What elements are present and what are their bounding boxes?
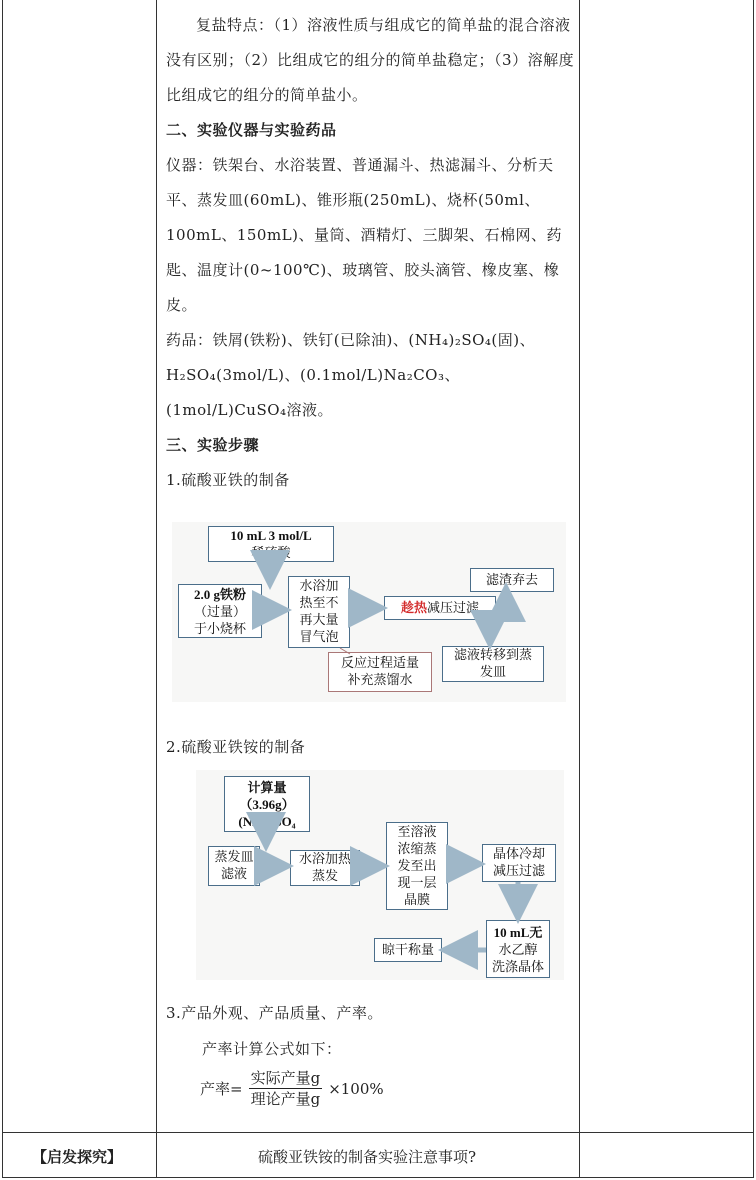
flowchart-ferrous-sulfate [172,522,566,702]
calc-line2: （3.96g） [239,796,295,812]
inquiry-question: 硫酸亚铁铵的制备实验注意事项? [257,1147,477,1166]
reagents-paragraph: 药品：铁屑(铁粉)、铁钉(已除油)、(NH₄)₂SO₄(固)、H₂SO₄(3mol/L)、(0.1mol/L)Na₂CO₃、(1mol/L)CuSO₄溶液。 [166,331,536,419]
calc-line1: 计算量 [247,779,287,795]
flowchart-ammonium-ferrous-sulfate [196,770,564,980]
residue-label: 滤渣弃去 [485,572,538,588]
dry-label: 晾干称量 [381,942,434,958]
filtrate-line2: 发皿 [479,665,506,680]
calc-line3: (NH₄)₂SO₄ [238,813,296,829]
flowchart-2-arrows [196,770,564,980]
table-border-left [2,0,3,1178]
formula-numerator: 实际产量g [250,1069,321,1087]
filter-label: 减压过滤 [427,600,480,616]
filtrate-line1: 滤液转移到蒸 [453,648,532,663]
table-divider-2 [579,0,580,1178]
table-divider-1 [156,0,157,1178]
bath-line1: 水浴加 [299,579,339,594]
note-line2: 补充蒸馏水 [347,673,413,688]
note-line1: 反应过程适量 [340,656,419,671]
section-heading-instruments: 二、实验仪器与实验药品 [166,121,337,139]
acid-line1: 10 mL 3 mol/L [230,528,312,543]
note-connector [340,648,350,654]
dish-line1: 蒸发皿 [214,850,254,865]
conc-line2: 浓缩蒸 [397,841,437,857]
formula-lhs: 产率= [200,1080,243,1098]
heat-line2: 蒸发 [311,869,338,884]
flowchart-1-arrows [172,522,566,702]
formula-denominator: 理论产量g [250,1090,321,1108]
bath-line3: 再大量 [299,613,339,628]
step-3-title: 3.产品外观、产品质量、产率。 [166,1004,383,1022]
cool-line2: 减压过滤 [492,864,545,879]
bath-line4: 冒气泡 [299,630,339,645]
section-heading-steps: 三、实验步骤 [166,436,260,454]
cool-line1: 晶体冷却 [492,847,545,862]
table-row-divider [2,1132,754,1133]
main-content [166,8,576,498]
heat-line1: 水浴加热 [298,852,351,867]
formula-intro: 产率计算公式如下： [202,1040,342,1058]
wash-line1: 10 mL无 [493,924,543,940]
hot-label: 趁热 [400,600,427,616]
conc-line5: 晶膜 [403,892,430,908]
conc-line4: 现一层 [397,875,437,891]
arrow-residue-up [498,592,506,606]
wash-line3: 洗涤晶体 [491,958,544,974]
iron-line1: 2.0 g铁粉 [193,586,246,602]
dish-line2: 滤液 [220,867,247,882]
conc-line1: 至溶液 [397,824,437,840]
double-salt-paragraph: 复盐特点：（1）溶液性质与组成它的简单盐的混合溶液没有区别；（2）比组成它的组分的简单盐稳定；（3）溶解度比组成它的组分的简单盐小。 [166,16,575,104]
formula-fraction [249,1068,323,1109]
inquiry-label: 【启发探究】 [31,1147,122,1166]
wash-line2: 水乙醇 [498,941,538,957]
instruments-paragraph: 仪器：铁架台、水浴装置、普通漏斗、热滤漏斗、分析天平、蒸发皿(60mL)、锥形瓶(250mL)、烧杯(50ml、100mL、150mL)、量筒、酒精灯、三脚架、石棉网、药匙、温度计(0~100℃)、玻璃管、胶头滴管、橡皮塞、橡皮。 [166,156,562,314]
step-1-title: 1.硫酸亚铁的制备 [166,471,290,489]
iron-line3: 于小烧杯 [193,620,246,636]
conc-line3: 发至出 [397,858,437,874]
acid-line2: 稀硫酸 [251,545,291,560]
iron-line2: （过量） [193,603,246,619]
table-border-right [753,0,754,1178]
step-2-title: 2.硫酸亚铁铵的制备 [166,738,306,756]
yield-formula [200,1068,384,1109]
bath-line2: 热至不 [299,596,339,611]
formula-rhs: ×100% [328,1079,384,1098]
